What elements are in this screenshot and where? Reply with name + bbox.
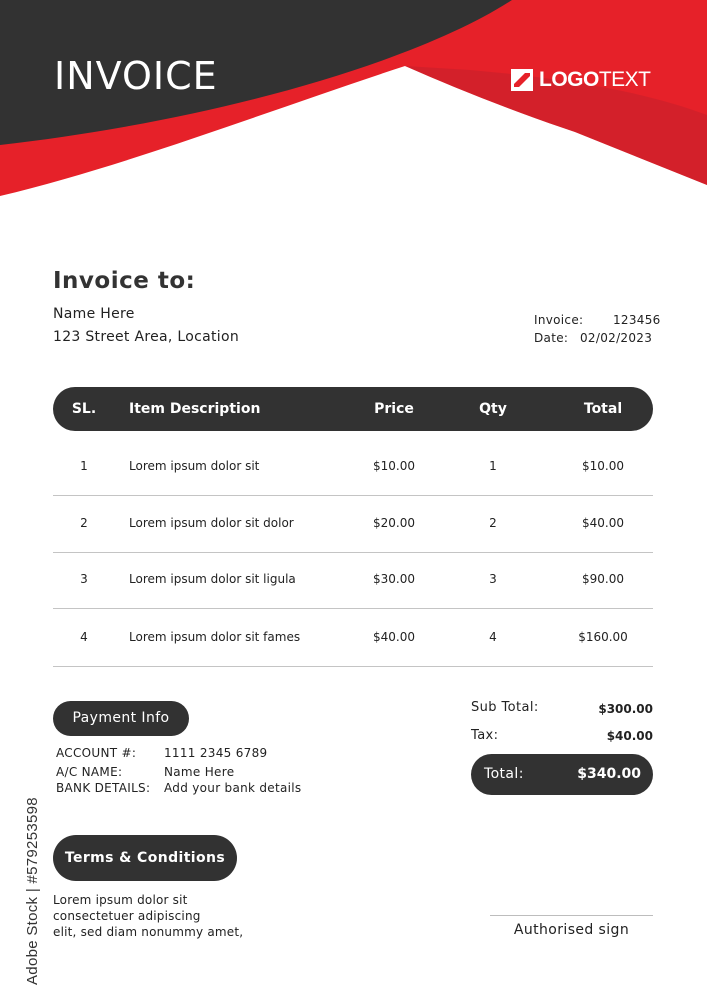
row-qty: 4 <box>489 630 497 644</box>
header-price: Price <box>374 401 414 417</box>
row-sl: 4 <box>80 630 88 644</box>
row-description: Lorem ipsum dolor sit <box>129 459 260 473</box>
signature-label: Authorised sign <box>513 922 630 938</box>
row-total: $10.00 <box>582 459 624 473</box>
header-wave-graphic <box>0 0 707 200</box>
terms-text <box>53 892 313 940</box>
header-sl: SL. <box>71 401 97 417</box>
account-number: 1111 2345 6789 <box>164 746 268 760</box>
logo-text <box>539 68 651 92</box>
payment-info-heading: Payment Info <box>53 701 189 736</box>
total-value: $340.00 <box>577 766 641 782</box>
logo <box>511 68 651 92</box>
account-name: Name Here <box>164 765 235 779</box>
row-price: $40.00 <box>373 630 415 644</box>
terms-line: elit, sed diam nonummy amet, <box>53 925 244 939</box>
logo-text-thin: TEXT <box>598 68 651 91</box>
row-description: Lorem ipsum dolor sit dolor <box>129 516 294 530</box>
signature-line <box>490 915 653 916</box>
items-table-header <box>53 387 653 431</box>
stock-id-watermark: Adobe Stock | #579253598 <box>24 797 41 985</box>
row-description: Lorem ipsum dolor sit fames <box>129 630 301 644</box>
terms-heading: Terms & Conditions <box>53 835 237 881</box>
invoice-title: INVOICE <box>54 54 218 98</box>
subtotal-value: $300.00 <box>598 702 653 716</box>
row-sl: 2 <box>80 516 88 530</box>
row-price: $10.00 <box>373 459 415 473</box>
row-price: $20.00 <box>373 516 415 530</box>
invoice-number: 123456 <box>613 313 661 327</box>
bank-details: Add your bank details <box>164 781 302 795</box>
invoice-date: 02/02/2023 <box>580 331 653 345</box>
invoice-number-label: Invoice: <box>534 313 584 327</box>
table-row <box>53 608 653 667</box>
logo-mark-icon <box>511 69 533 91</box>
table-row <box>53 550 653 609</box>
row-total: $160.00 <box>578 630 628 644</box>
table-row <box>53 437 653 496</box>
tax-value: $40.00 <box>606 729 653 743</box>
bank-details-label: BANK DETAILS: <box>56 781 151 795</box>
terms-line: consectetuer adipiscing <box>53 909 201 923</box>
row-qty: 3 <box>489 572 497 586</box>
header-qty: Qty <box>479 401 507 417</box>
row-qty: 2 <box>489 516 497 530</box>
row-sl: 1 <box>80 459 88 473</box>
client-address: 123 Street Area, Location <box>53 329 239 345</box>
subtotal-label: Sub Total: <box>471 700 539 715</box>
row-total: $40.00 <box>582 516 624 530</box>
row-total: $90.00 <box>582 572 624 586</box>
row-description: Lorem ipsum dolor sit ligula <box>129 572 296 586</box>
logo-text-bold: LOGO <box>539 68 599 91</box>
grand-total <box>471 754 653 795</box>
total-label: Total: <box>484 766 524 782</box>
table-row <box>53 494 653 553</box>
client-name: Name Here <box>53 306 135 322</box>
invoice-date-label: Date: <box>534 331 569 345</box>
terms-line: Lorem ipsum dolor sit <box>53 893 188 907</box>
account-number-label: ACCOUNT #: <box>56 746 137 760</box>
row-sl: 3 <box>80 572 88 586</box>
row-qty: 1 <box>489 459 497 473</box>
account-name-label: A/C NAME: <box>56 765 123 779</box>
invoice-to-heading: Invoice to: <box>53 268 196 294</box>
tax-label: Tax: <box>471 728 499 743</box>
row-price: $30.00 <box>373 572 415 586</box>
header-total: Total <box>583 401 623 417</box>
header-description: Item Description <box>129 401 261 417</box>
